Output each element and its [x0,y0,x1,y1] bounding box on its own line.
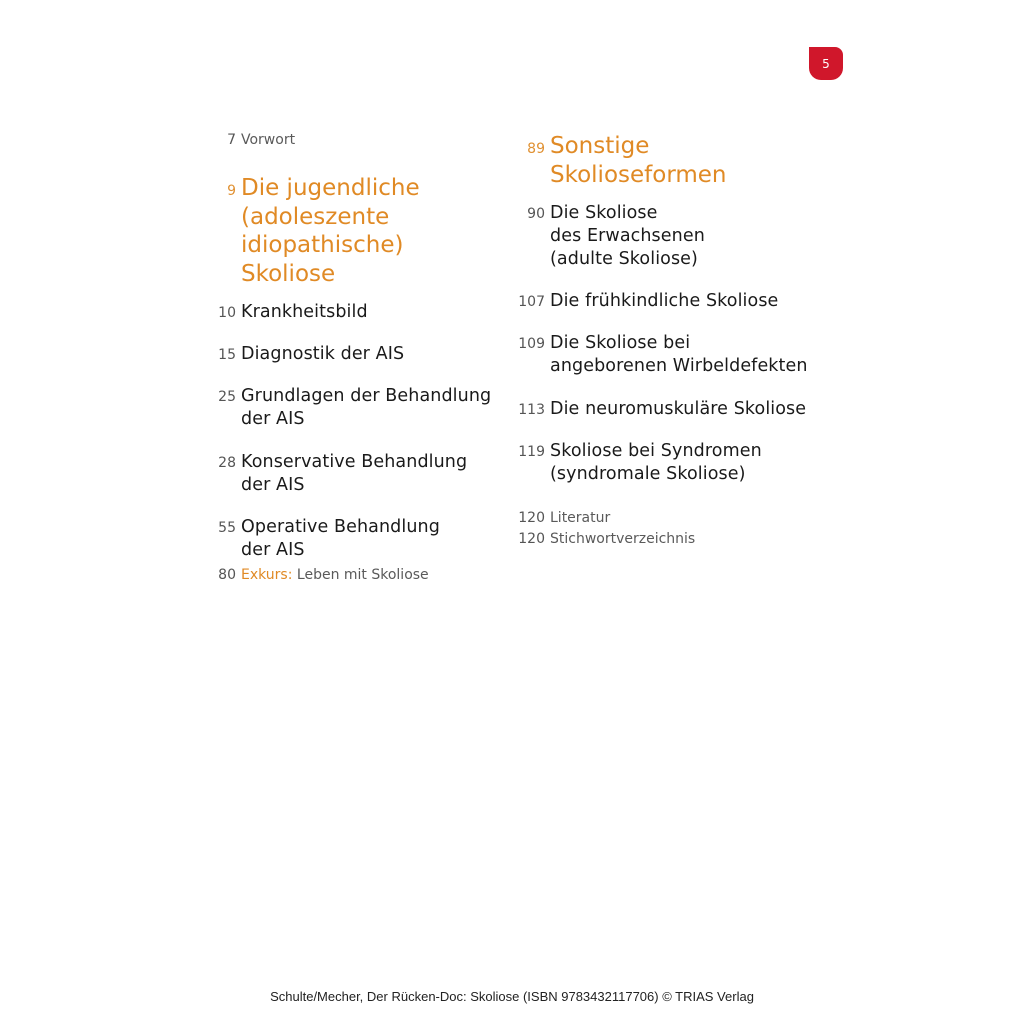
toc-entry-operative[interactable] [200,516,440,562]
toc-page-number: 119 [518,444,545,460]
toc-entry-neuromuskulaer[interactable] [507,398,806,422]
toc-entry-wirbeldefekte[interactable] [507,332,808,378]
toc-title: Exkurs: Leben mit Skoliose [241,567,429,583]
toc-title: Die frühkindliche Skoliose [550,291,779,311]
toc-entry-erwachsenen[interactable] [507,202,705,271]
toc-page-number: 113 [518,402,545,418]
toc-page-number: 55 [218,520,236,536]
toc-entry-literatur[interactable] [507,508,610,529]
toc-entry-fruehkindlich[interactable] [507,290,778,314]
toc-page-number: 120 [518,510,545,526]
toc-page-number: 7 [227,132,236,148]
toc-entry-vorwort[interactable] [200,130,295,151]
toc-page-number: 89 [527,141,545,157]
toc-page-number: 15 [218,347,236,363]
page-footer-citation: Schulte/Mecher, Der Rücken-Doc: Skoliose (ISBN 9783432117706) © TRIAS Verlag [270,989,754,1004]
toc-entry-konservative[interactable] [200,451,467,497]
page-number-badge: 5 [809,47,843,80]
toc-title: Operative Behandlung der AIS [241,517,440,560]
toc-page-number: 28 [218,455,236,471]
toc-title: Vorwort [241,132,296,148]
toc-title: Die Skoliose des Erwachsenen (adulte Skoliose) [550,203,705,269]
toc-section-jugendliche-skoliose[interactable] [200,174,420,288]
toc-title: Grundlagen der Behandlung der AIS [241,386,492,429]
toc-section-sonstige-skolioseformen[interactable] [507,132,727,189]
toc-page-number: 107 [518,294,545,310]
toc-title: Die Skoliose bei angeborenen Wirbeldefekten [550,333,808,376]
toc-entry-syndrome[interactable] [507,440,762,486]
toc-title: Stichwortverzeichnis [550,531,696,547]
toc-entry-diagnostik[interactable] [200,343,404,367]
toc-page-number: 80 [218,567,236,583]
toc-page-number: 120 [518,531,545,547]
exkurs-label: Exkurs: [241,567,293,583]
toc-section-title: Sonstige Skolioseformen [550,133,727,188]
toc-title: Diagnostik der AIS [241,344,405,364]
toc-title: Skoliose bei Syndromen (syndromale Skoliose) [550,441,762,484]
toc-entry-krankheitsbild[interactable] [200,301,368,325]
toc-entry-exkurs[interactable] [200,565,429,586]
toc-entry-stichwortverzeichnis[interactable] [507,529,695,550]
toc-page-number: 90 [527,206,545,222]
toc-section-title: Die jugendliche (adoleszente idiopathische) Skoliose [241,175,420,287]
toc-title: Krankheitsbild [241,302,368,322]
toc-page-number: 109 [518,336,545,352]
toc-page-number: 10 [218,305,236,321]
toc-page-number: 25 [218,389,236,405]
toc-title: Konservative Behandlung der AIS [241,452,468,495]
toc-title: Literatur [550,510,611,526]
toc-page-number: 9 [227,183,236,199]
toc-entry-grundlagen[interactable] [200,385,491,431]
toc-title: Die neuromuskuläre Skoliose [550,399,807,419]
